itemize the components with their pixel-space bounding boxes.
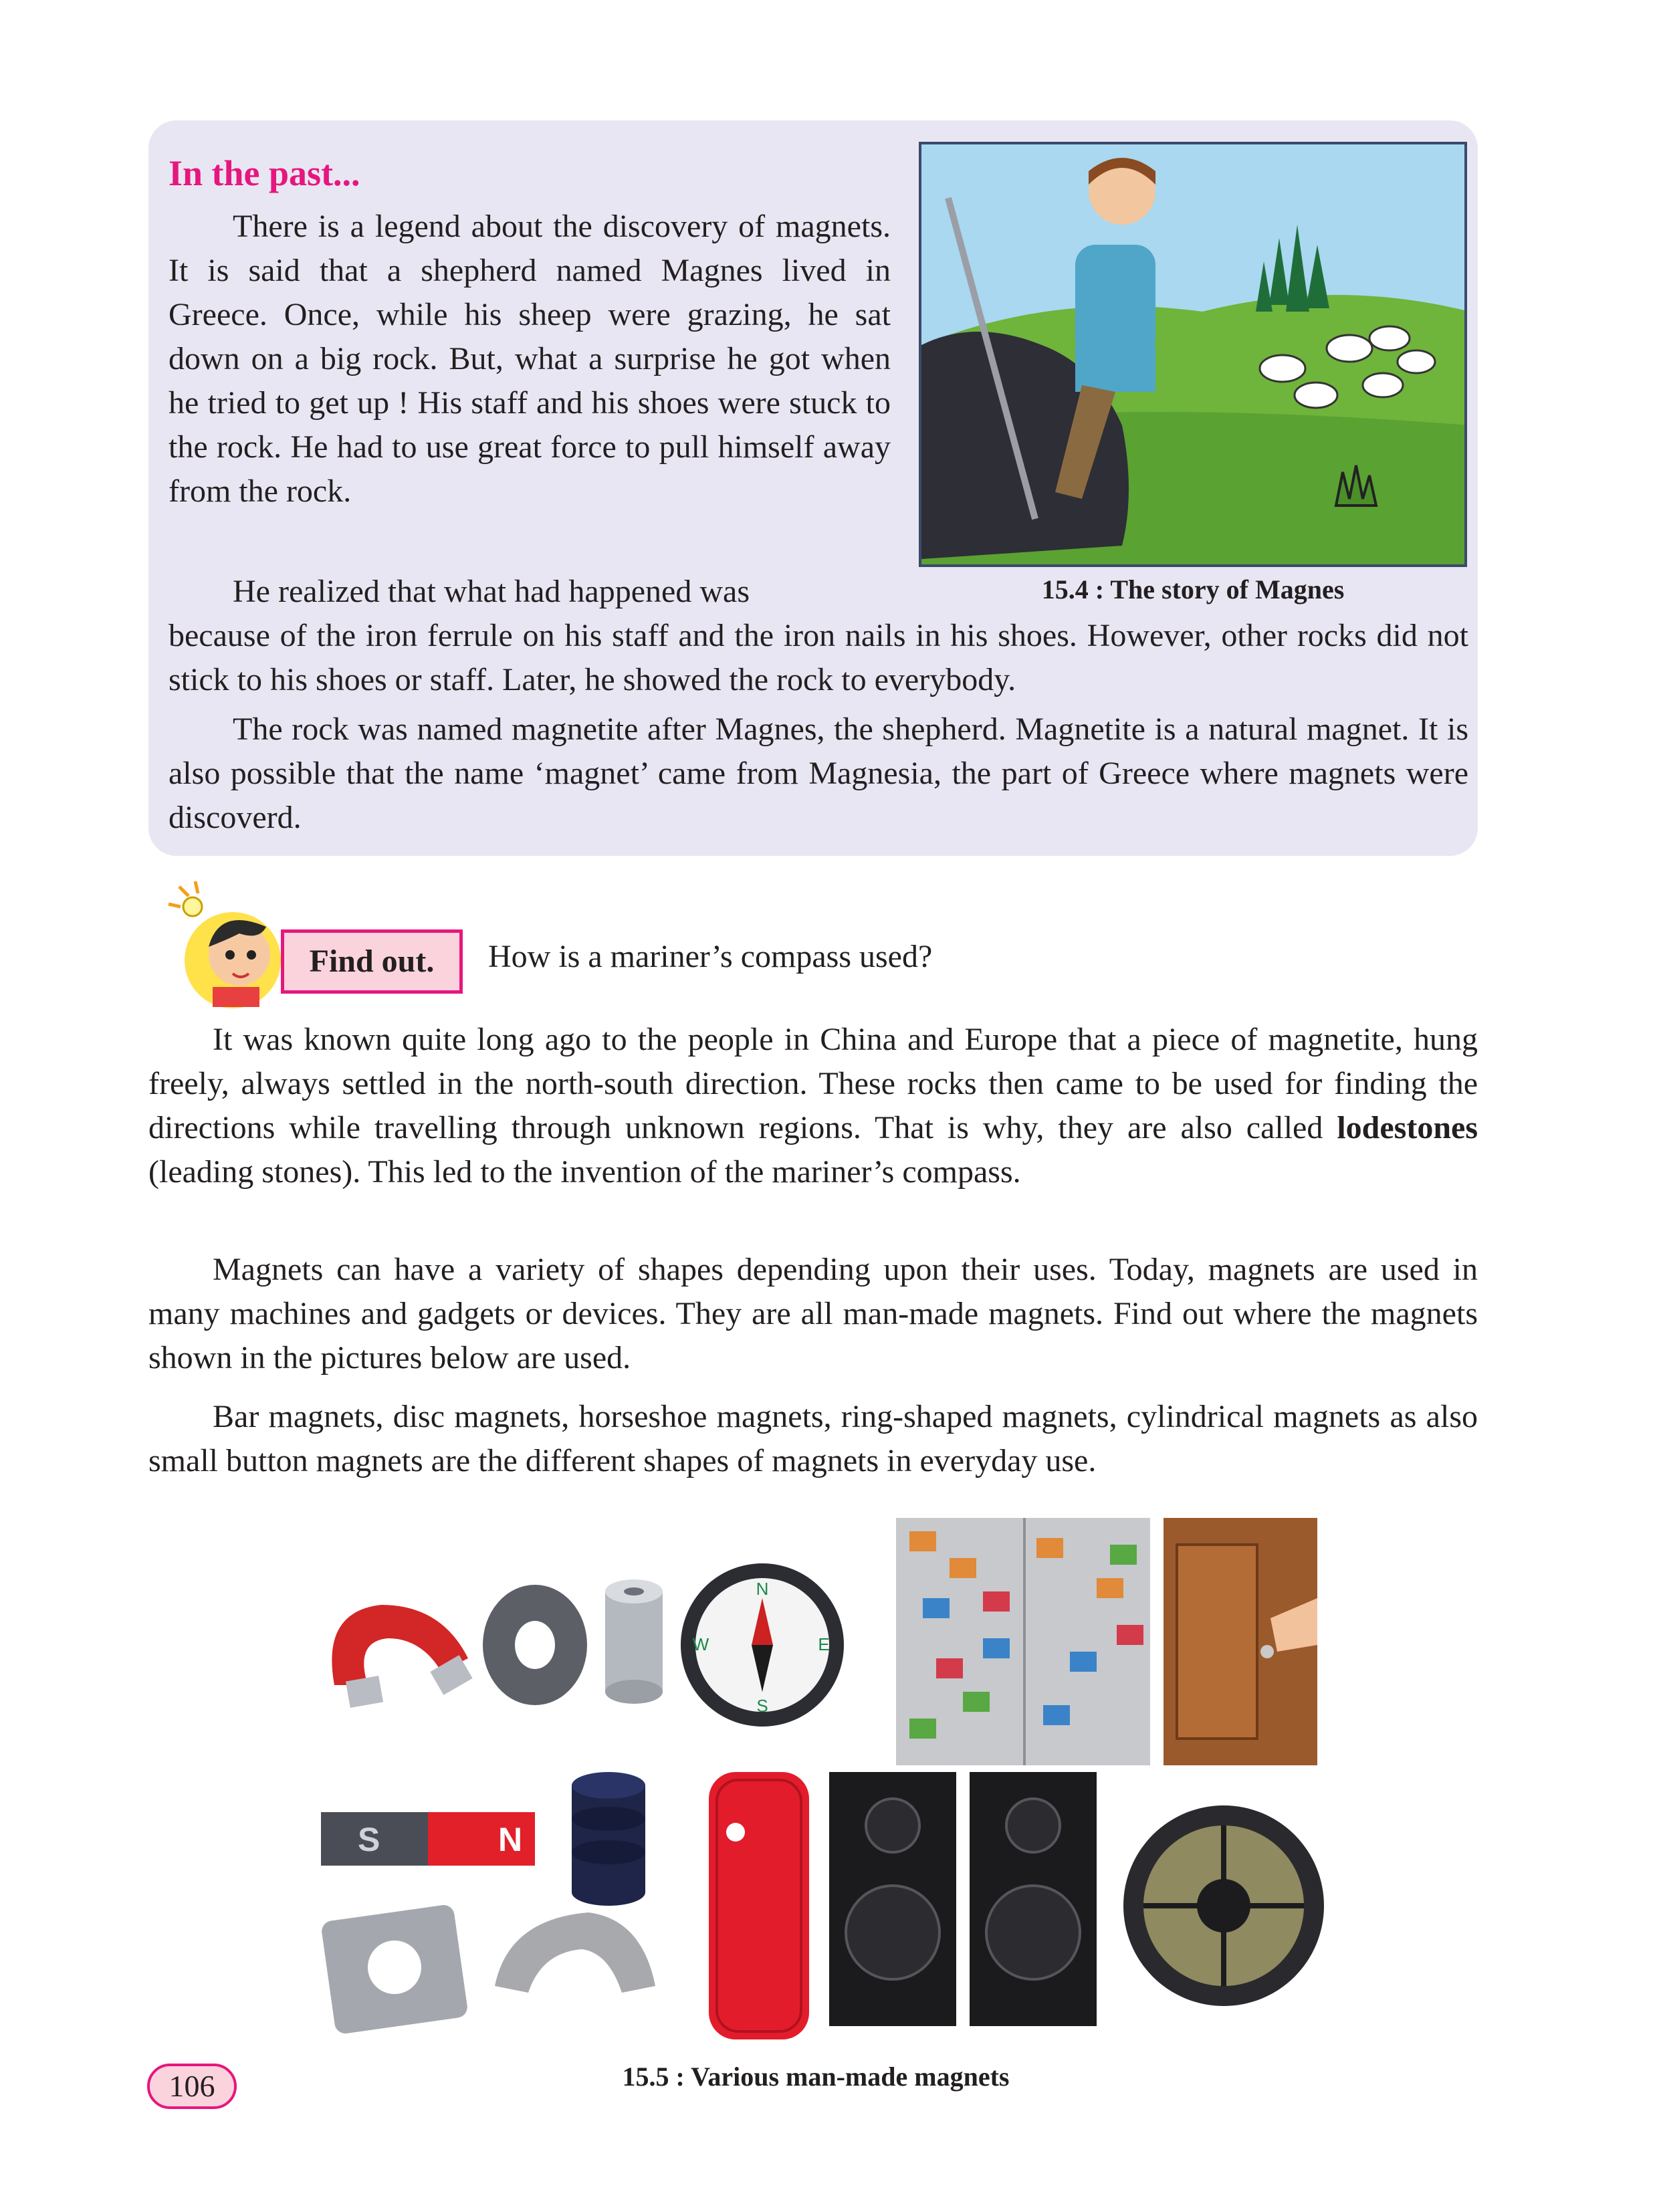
thinking-boy-icon [166, 880, 300, 1014]
story-paragraph-2-rest: because of the iron ferrule on his staff and the iron nails in his shoes. However, other rocks did not stick to his shoes or staff. Later, he showed the rock to everybody. [169, 618, 1468, 697]
phone-case-magnet-icon [709, 1772, 809, 2039]
bar-magnet-icon [321, 1812, 535, 1866]
find-out-question: How is a mariner’s compass used? [488, 939, 933, 974]
fridge-magnets-icon [896, 1518, 1150, 1765]
page-number: 106 [147, 2064, 237, 2109]
compass-west-label: W [692, 1634, 709, 1654]
magnet-types-paragraph: Bar magnets, disc magnets, horseshoe magnets, ring-shaped magnets, cylindrical magnets as also small button magnets are the different shapes of magnets in everyday use. [148, 1399, 1478, 1478]
lightbulb-icon [183, 897, 202, 916]
box-heading: In the past... [169, 153, 360, 193]
find-out-label: Find out. [281, 929, 463, 994]
magnes-illustration [919, 142, 1467, 567]
story-paragraph-1: There is a legend about the discovery of magnets. It is said that a shepherd named Magnes lived in Greece. Once, while his sheep were grazing, he sat down on a big rock. But, what a surprise he got when he tried to get up ! His staff and his shoes were stuck to the rock. He had to use great force to pull himself away from the rock. [169, 209, 891, 509]
lodestone-paragraph [148, 1018, 1478, 1194]
cylinder-magnet-icon [605, 1579, 663, 1704]
lodestone-text-before: It was known quite long ago to the people in China and Europe that a piece of magnetite, hung freely, always settled in the north-south direction. These rocks then came to be used for finding the directions while travelling through unknown regions. That is why, they are also called [148, 1022, 1478, 1145]
arc-magnet-icon [495, 1912, 655, 1993]
speakers-icon [829, 1772, 1097, 2026]
figure-15-4-caption: 15.4 : The story of Magnes [1041, 574, 1345, 604]
compass-east-label: E [818, 1634, 830, 1654]
figure-15-5-caption: 15.5 : Various man-made magnets [622, 2062, 1010, 2092]
disc-magnets-icon [572, 1772, 645, 1906]
lodestones-term: lodestones [1337, 1110, 1478, 1145]
compass-south-label: S [756, 1696, 768, 1716]
bar-magnet-s-pole: S [358, 1821, 380, 1858]
lodestone-text-after: (leading stones). This led to the invention of the mariner’s compass. [148, 1154, 1021, 1190]
square-ring-magnet-icon [320, 1904, 469, 2035]
compass-north-label: N [756, 1579, 769, 1599]
magnet-shapes-paragraph: Magnets can have a variety of shapes depending upon their uses. Today, magnets are used in many machines and gadgets or devices. They are all man-made magnets. Find out where the magnets shown in the pictures below are used. [148, 1252, 1478, 1375]
ring-magnet-icon [483, 1585, 587, 1705]
story-paragraph-3: The rock was named magnetite after Magnes, the shepherd. Magnetite is a natural magnet. It is also possible that the name ‘magnet’ came from Magnesia, the part of Greece where magnets were discoverd. [169, 711, 1468, 835]
cupboard-magnet-icon [1164, 1518, 1317, 1765]
car-speaker-icon [1123, 1805, 1324, 2006]
horseshoe-magnet-icon [332, 1605, 472, 1708]
bar-magnet-n-pole: N [498, 1821, 523, 1858]
various-magnets-figure [308, 1518, 1324, 2053]
magnes-illustration-svg [921, 144, 1467, 567]
compass-icon [681, 1563, 844, 1727]
story-paragraph-2-start: He realized that what had happened was [233, 574, 750, 609]
